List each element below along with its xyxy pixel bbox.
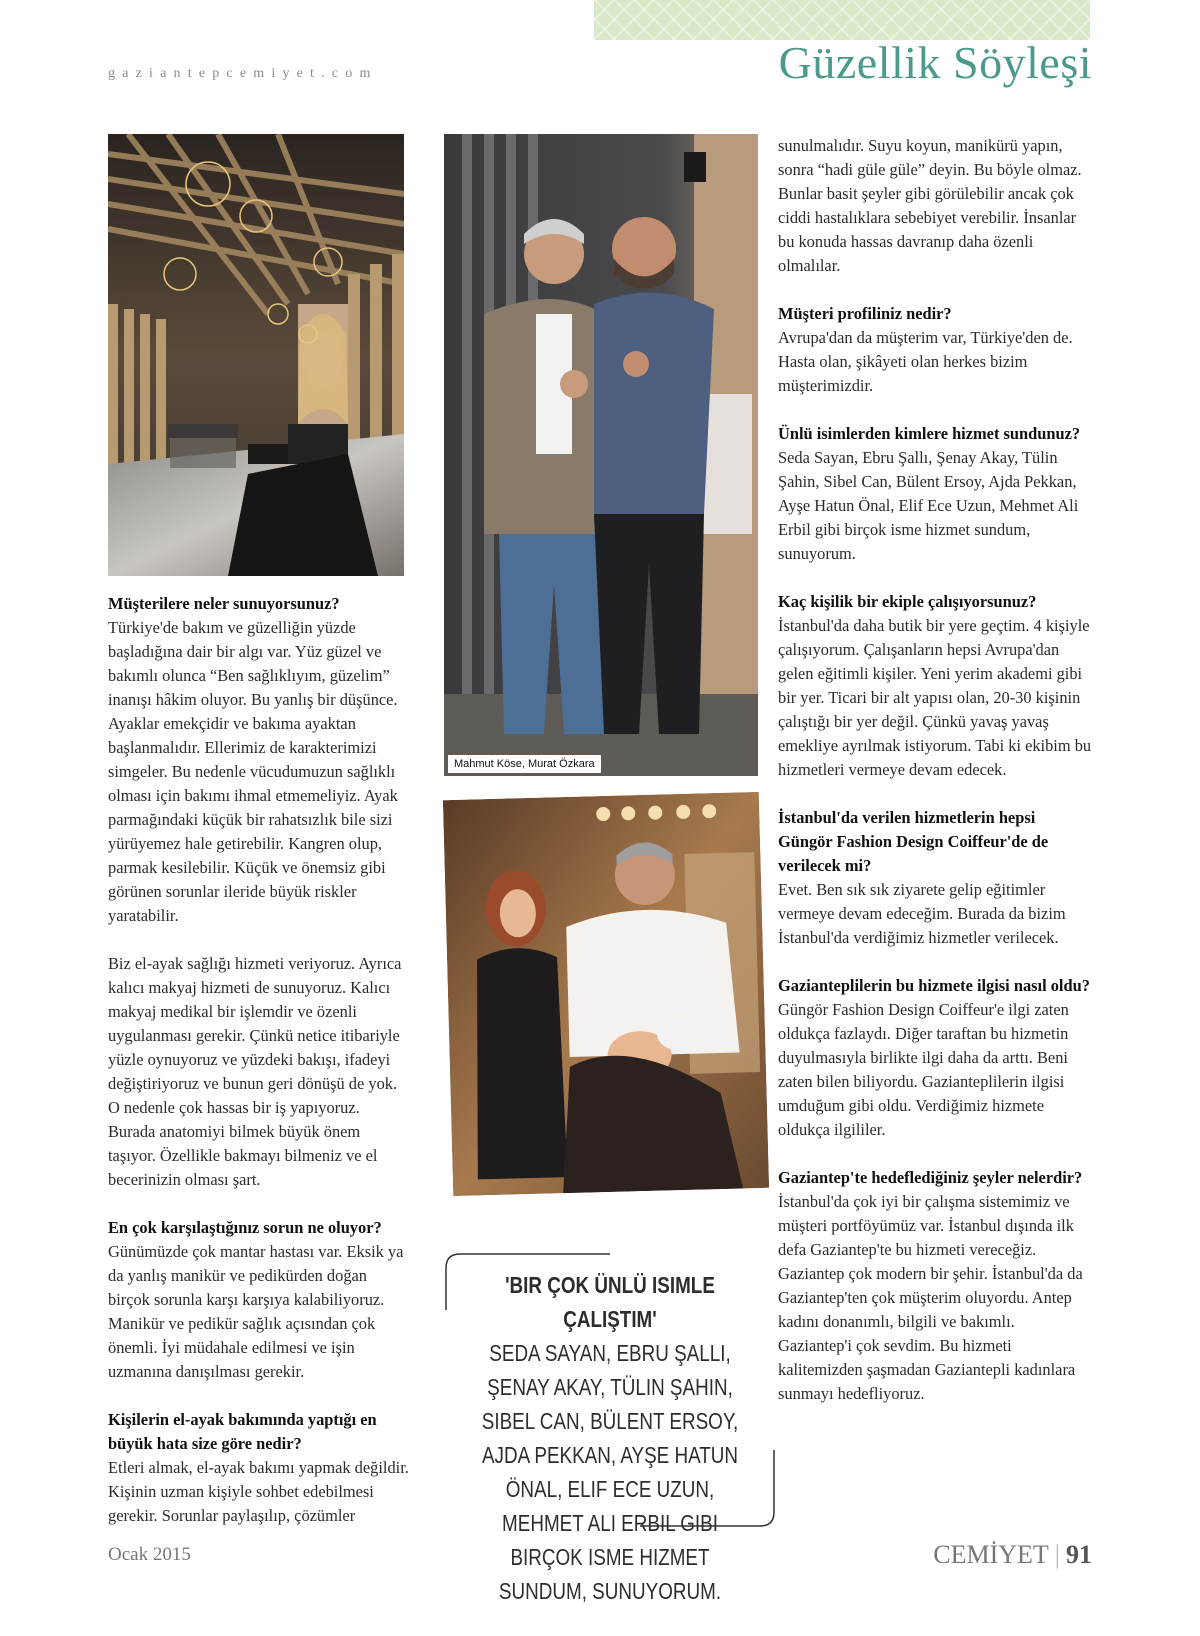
question: Gazianteplilerin bu hizmete ilgisi nasıl oldu? [778, 976, 1090, 995]
question: İstanbul'da verilen hizmetlerin hepsi Güngör Fashion Design Coiffeur'de de verilecek mi? [778, 808, 1049, 875]
qa-block [778, 134, 1092, 278]
answer: sunulmalıdır. Suyu koyun, manikürü yapın, sonra “hadi güle güle” deyin. Bu böyle olmaz. Bunlar basit şeyler gibi görülebilir ancak çok ciddi hastalıklara sebebiyet verebilir. İnsanlar bu konuda hassas davranıp daha özenli olmalılar. [778, 136, 1082, 275]
answer: İstanbul'da daha butik bir yere geçtim. 4 kişiyle çalışıyorum. Çalışanların hepsi Avrupa'dan gelen eğitimli kişiler. Yeni yerim akademi gibi bir yer. Ticari bir alt yapısı olan, 20-30 kişinin çalıştığı bir yer değil. Çünkü yavaş yavaş emekliye ayrılmak istiyorum. Tabi ki ekibim bu hizmetleri vermeye devam edecek. [778, 616, 1092, 779]
page-number: 91 [1066, 1540, 1092, 1569]
qa-block [778, 1166, 1092, 1406]
pull-quote [474, 1268, 746, 1608]
section-title: Güzellik Söyleşi [778, 37, 1092, 88]
question: Gaziantep'te hedeflediğiniz şeyler nelerdir? [778, 1168, 1083, 1187]
portrait-photo [444, 134, 758, 776]
footer-separator: | [1054, 1540, 1060, 1569]
pull-quote-headline: 'BIR ÇOK ÜNLÜ ISIMLE ÇALIŞTIM' [505, 1272, 715, 1332]
page-footer [933, 1540, 1092, 1570]
magazine-name: CEMİYET [933, 1540, 1049, 1569]
question: Kaç kişilik bir ekiple çalışıyorsunuz? [778, 592, 1037, 611]
pull-quote-body: SEDA SAYAN, EBRU ŞALLI, ŞENAY AKAY, TÜLIN ŞAHIN, SIBEL CAN, BÜLENT ERSOY, AJDA PEKKAN, AYŞE HATUN ÖNAL, ELIF ECE UZUN, MEHMET ALI ERBIL GIBI BIRÇOK ISME HIZMET SUNDUM, SUNUYORUM. [481, 1340, 739, 1604]
treatment-photo [443, 792, 769, 1196]
article-column-left [108, 592, 410, 1552]
qa-block [108, 1408, 410, 1528]
question: En çok karşılaştığınız sorun ne oluyor? [108, 1218, 382, 1237]
question: Müşteri profiliniz nedir? [778, 304, 952, 323]
qa-block [108, 1216, 410, 1384]
photo-caption: Mahmut Köse, Murat Özkara [448, 755, 601, 773]
site-url: gaziantepcemiyet.com [108, 66, 378, 81]
question: Ünlü isimlerden kimlere hizmet sundunuz? [778, 424, 1081, 443]
qa-block [778, 422, 1092, 566]
qa-block [778, 806, 1092, 950]
answer: Güngör Fashion Design Coiffeur'e ilgi zaten oldukça fazlaydı. Diğer taraftan bu hizmetin duyulmasıyla birlikte ilgi daha da arttı. Beni zaten bilen biliyordu. Gazianteplilerin ilgisi umduğum gibi oldu. Verdiğimiz hizmete oldukça ilgililer. [778, 1000, 1069, 1139]
answer: Etleri almak, el-ayak bakımı yapmak değildir. Kişinin uzman kişiyle sohbet edebilmesi gerekir. Sorunlar paylaşılıp, çözümler [108, 1458, 409, 1525]
answer: Seda Sayan, Ebru Şallı, Şenay Akay, Tülin Şahin, Sibel Can, Bülent Ersoy, Ajda Pekkan, Ayşe Hatun Önal, Elif Ece Uzun, Mehmet Ali Erbil gibi birçok isme hizmet sundum, sunuyorum. [778, 448, 1079, 563]
question: Kişilerin el-ayak bakımında yaptığı en büyük hata size göre nedir? [108, 1410, 377, 1453]
answer: Evet. Ben sık sık ziyarete gelip eğitimler vermeye devam edeceğim. Burada da bizim İstanbul'da verdiğimiz hizmetler verilecek. [778, 880, 1066, 947]
article-column-right [778, 134, 1092, 1430]
question: Müşterilere neler sunuyorsunuz? [108, 594, 340, 613]
issue-date: Ocak 2015 [108, 1544, 191, 1565]
answer: Biz el-ayak sağlığı hizmeti veriyoruz. Ayrıca kalıcı makyaj hizmeti de sunuyoruz. Kalıcı makyaj medikal bir işlemdir ve özenli uygulanması gerekir. Çünkü netice itibariyle yüzle oynuyoruz ve yüzdeki bakışı, ifadeyi değiştiriyoruz ve bunun geri dönüşü de yok. O nedenle çok hassas bir iş yapıyoruz. Burada anatomiyi bilmek büyük önem taşıyor. Özellikle bakmayı bilmeniz ve el becerinizin olması şart. [108, 954, 402, 1189]
qa-block [778, 302, 1092, 398]
qa-block [778, 590, 1092, 782]
answer: Avrupa'dan da müşterim var, Türkiye'den de. Hasta olan, şikâyeti olan herkes bizim müşterimizdir. [778, 328, 1073, 395]
answer: Günümüzde çok mantar hastası var. Eksik ya da yanlış manikür ve pedikürden doğan birçok sorunla karşı karşıya kalabiliyoruz. Manikür ve pedikür sağlık açısından çok önemli. İyi müdahale edilmesi ve işin uzmanına danışılması gerekir. [108, 1242, 404, 1381]
qa-block [778, 974, 1092, 1142]
answer: İstanbul'da çok iyi bir çalışma sistemimiz ve müşteri portföyümüz var. İstanbul dışında ilk defa Gaziantep'te bu hizmeti vereceğiz. Gaziantep çok modern bir şehir. İstanbul'da da Gaziantep'ten çok müşterim oluyordu. Antep kadını donanımlı, bilgili ve bakımlı. Gaziantep'i çok sevdim. Bu hizmeti kalitemizden şaşmadan Gaziantepli kadınlara sunmayı hedefliyoruz. [778, 1192, 1083, 1403]
qa-block [108, 592, 410, 928]
salon-photo [108, 134, 404, 576]
qa-block [108, 952, 410, 1192]
decorative-pattern-band [594, 0, 1090, 40]
answer: Türkiye'de bakım ve güzelliğin yüzde başladığına dair bir algı var. Yüz güzel ve bakımlı olunca “Ben sağlıklıyım, güzelim” inanışı hâkim oluyor. Bu yanlış bir düşünce. Ayaklar emekçidir ve bakıma ayaktan başlanmalıdır. Ellerimiz de karakterimizi simgeler. Bu nedenle vücudumuzun sağlıklı olması için bakımı ihmal etmemeliyiz. Ayak parmağındaki küçük bir rahatsızlık bile sizi yürüyemez hale getirebilir. Kangren olup, parmak kesilebilir. Küçük ve önemsiz gibi görünen sorunlar ileride büyük riskler yaratabilir. [108, 618, 398, 925]
